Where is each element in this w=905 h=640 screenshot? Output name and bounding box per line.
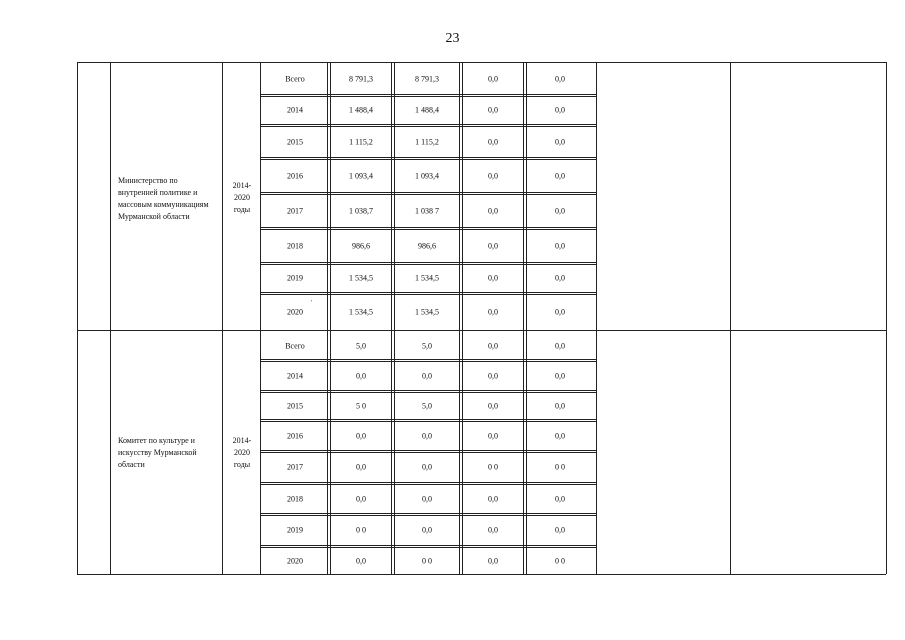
table-top-border — [77, 62, 886, 63]
column-divider — [110, 62, 111, 574]
value-cell: 0,0 — [356, 431, 366, 441]
row-label: 2020 — [287, 307, 303, 317]
column-divider — [730, 62, 731, 574]
value-cell: 1 115,2 — [415, 137, 439, 147]
row-label: 2020 — [287, 556, 303, 566]
value-cell: 0,0 — [488, 307, 498, 317]
value-cell: 5,0 — [422, 401, 432, 411]
value-cell: 0,0 — [422, 462, 432, 472]
row-divider — [260, 392, 596, 393]
row-divider — [260, 361, 596, 362]
value-cell: 0 0 — [488, 462, 498, 472]
value-cell: 0,0 — [422, 431, 432, 441]
column-divider — [596, 62, 597, 574]
period-years: 2014- 2020 годы — [232, 436, 252, 469]
column-divider — [886, 62, 887, 574]
row-divider — [260, 227, 596, 228]
value-cell: 0,0 — [555, 431, 565, 441]
column-divider — [523, 62, 524, 574]
row-label: 2018 — [287, 241, 303, 251]
value-cell: 1 488,4 — [349, 105, 373, 115]
value-cell: 0,0 — [488, 431, 498, 441]
row-divider — [260, 419, 596, 420]
value-cell: 0,0 — [488, 206, 498, 216]
column-divider — [222, 62, 223, 574]
row-divider — [260, 515, 596, 516]
column-divider — [526, 62, 527, 574]
value-cell: 0,0 — [555, 171, 565, 181]
row-label: 2019 — [287, 273, 303, 283]
value-cell: 0,0 — [356, 371, 366, 381]
value-cell: 1 534,5 — [415, 307, 439, 317]
organization-name: Комитет по культуре и искусству Мурманской области — [118, 436, 197, 469]
value-cell: 0,0 — [555, 105, 565, 115]
column-divider — [77, 62, 78, 574]
row-divider — [260, 545, 596, 546]
row-divider — [260, 421, 596, 422]
value-cell: 0 0 — [555, 462, 565, 472]
value-cell: 0,0 — [555, 307, 565, 317]
column-divider — [391, 62, 392, 574]
column-divider — [394, 62, 395, 574]
value-cell: 1 115,2 — [349, 137, 373, 147]
row-divider — [260, 159, 596, 160]
row-label: 2017 — [287, 462, 303, 472]
row-divider — [260, 294, 596, 295]
value-cell: 1 488,4 — [415, 105, 439, 115]
value-cell: 1 038,7 — [349, 206, 373, 216]
row-divider — [260, 96, 596, 97]
row-divider — [260, 359, 596, 360]
value-cell: 5,0 — [356, 341, 366, 351]
row-divider — [260, 124, 596, 125]
row-label: 2015 — [287, 401, 303, 411]
value-cell: 0,0 — [356, 462, 366, 472]
row-label: 2016 — [287, 431, 303, 441]
value-cell: 0,0 — [488, 494, 498, 504]
value-cell: 0,0 — [555, 371, 565, 381]
value-cell: 0,0 — [555, 273, 565, 283]
value-cell: 986,6 — [352, 241, 370, 251]
value-cell: 1 534,5 — [349, 273, 373, 283]
value-cell: 0,0 — [488, 105, 498, 115]
column-divider — [260, 62, 261, 574]
value-cell: 0,0 — [555, 401, 565, 411]
value-cell: 0,0 — [555, 241, 565, 251]
row-label: 2015 — [287, 137, 303, 147]
row-label: Всего — [285, 341, 305, 351]
value-cell: 0,0 — [488, 241, 498, 251]
value-cell: 0,0 — [555, 137, 565, 147]
period-years: 2014- 2020 годы — [232, 181, 252, 214]
value-cell: 986,6 — [418, 241, 436, 251]
row-divider — [260, 484, 596, 485]
value-cell: 0,0 — [422, 371, 432, 381]
row-divider — [260, 262, 596, 263]
period — [223, 435, 261, 471]
section-divider — [77, 330, 886, 331]
column-divider — [459, 62, 460, 574]
value-cell: 0,0 — [555, 341, 565, 351]
row-label: 2016 — [287, 171, 303, 181]
value-cell: 1 093,4 — [415, 171, 439, 181]
value-cell: 0,0 — [488, 401, 498, 411]
value-cell: 0,0 — [488, 371, 498, 381]
value-cell: 0,0 — [356, 556, 366, 566]
column-divider — [327, 62, 328, 574]
row-divider — [260, 482, 596, 483]
value-cell: 1 038 7 — [415, 206, 439, 216]
value-cell: 0,0 — [488, 273, 498, 283]
row-divider — [260, 264, 596, 265]
row-divider — [260, 229, 596, 230]
row-divider — [260, 450, 596, 451]
row-divider — [260, 194, 596, 195]
value-cell: 0,0 — [555, 206, 565, 216]
value-cell: 1 093,4 — [349, 171, 373, 181]
row-label: 2019 — [287, 525, 303, 535]
value-cell: 0,0 — [488, 525, 498, 535]
row-divider — [260, 390, 596, 391]
value-cell: 0,0 — [555, 74, 565, 84]
value-cell: 0 0 — [422, 556, 432, 566]
value-cell: 0,0 — [488, 171, 498, 181]
value-cell: 0 0 — [555, 556, 565, 566]
organization-name: Министерство по внутренней политике и массовым коммуникациям Мурманской области — [118, 176, 209, 221]
row-label: Всего — [285, 74, 305, 84]
value-cell: 0,0 — [488, 74, 498, 84]
value-cell: 0,0 — [488, 137, 498, 147]
row-divider — [260, 547, 596, 548]
stray-mark: ' — [311, 300, 313, 306]
value-cell: 0,0 — [488, 341, 498, 351]
value-cell: 0,0 — [356, 494, 366, 504]
row-label: 2014 — [287, 105, 303, 115]
value-cell: 0,0 — [422, 525, 432, 535]
value-cell: 0,0 — [422, 494, 432, 504]
value-cell: 1 534,5 — [349, 307, 373, 317]
value-cell: 5 0 — [356, 401, 366, 411]
value-cell: 8 791,3 — [415, 74, 439, 84]
row-divider — [260, 126, 596, 127]
row-divider — [260, 157, 596, 158]
value-cell: 8 791,3 — [349, 74, 373, 84]
row-divider — [260, 292, 596, 293]
value-cell: 0 0 — [356, 525, 366, 535]
value-cell: 0,0 — [488, 556, 498, 566]
row-label: 2018 — [287, 494, 303, 504]
row-divider — [260, 513, 596, 514]
value-cell: 0,0 — [555, 525, 565, 535]
row-divider — [260, 94, 596, 95]
row-divider — [260, 452, 596, 453]
table-bottom-border — [77, 574, 886, 575]
page-number: 23 — [445, 31, 460, 46]
row-label: 2017 — [287, 206, 303, 216]
period — [223, 180, 261, 216]
row-divider — [260, 192, 596, 193]
row-label: 2014 — [287, 371, 303, 381]
value-cell: 5,0 — [422, 341, 432, 351]
value-cell: 1 534,5 — [415, 273, 439, 283]
value-cell: 0,0 — [555, 494, 565, 504]
